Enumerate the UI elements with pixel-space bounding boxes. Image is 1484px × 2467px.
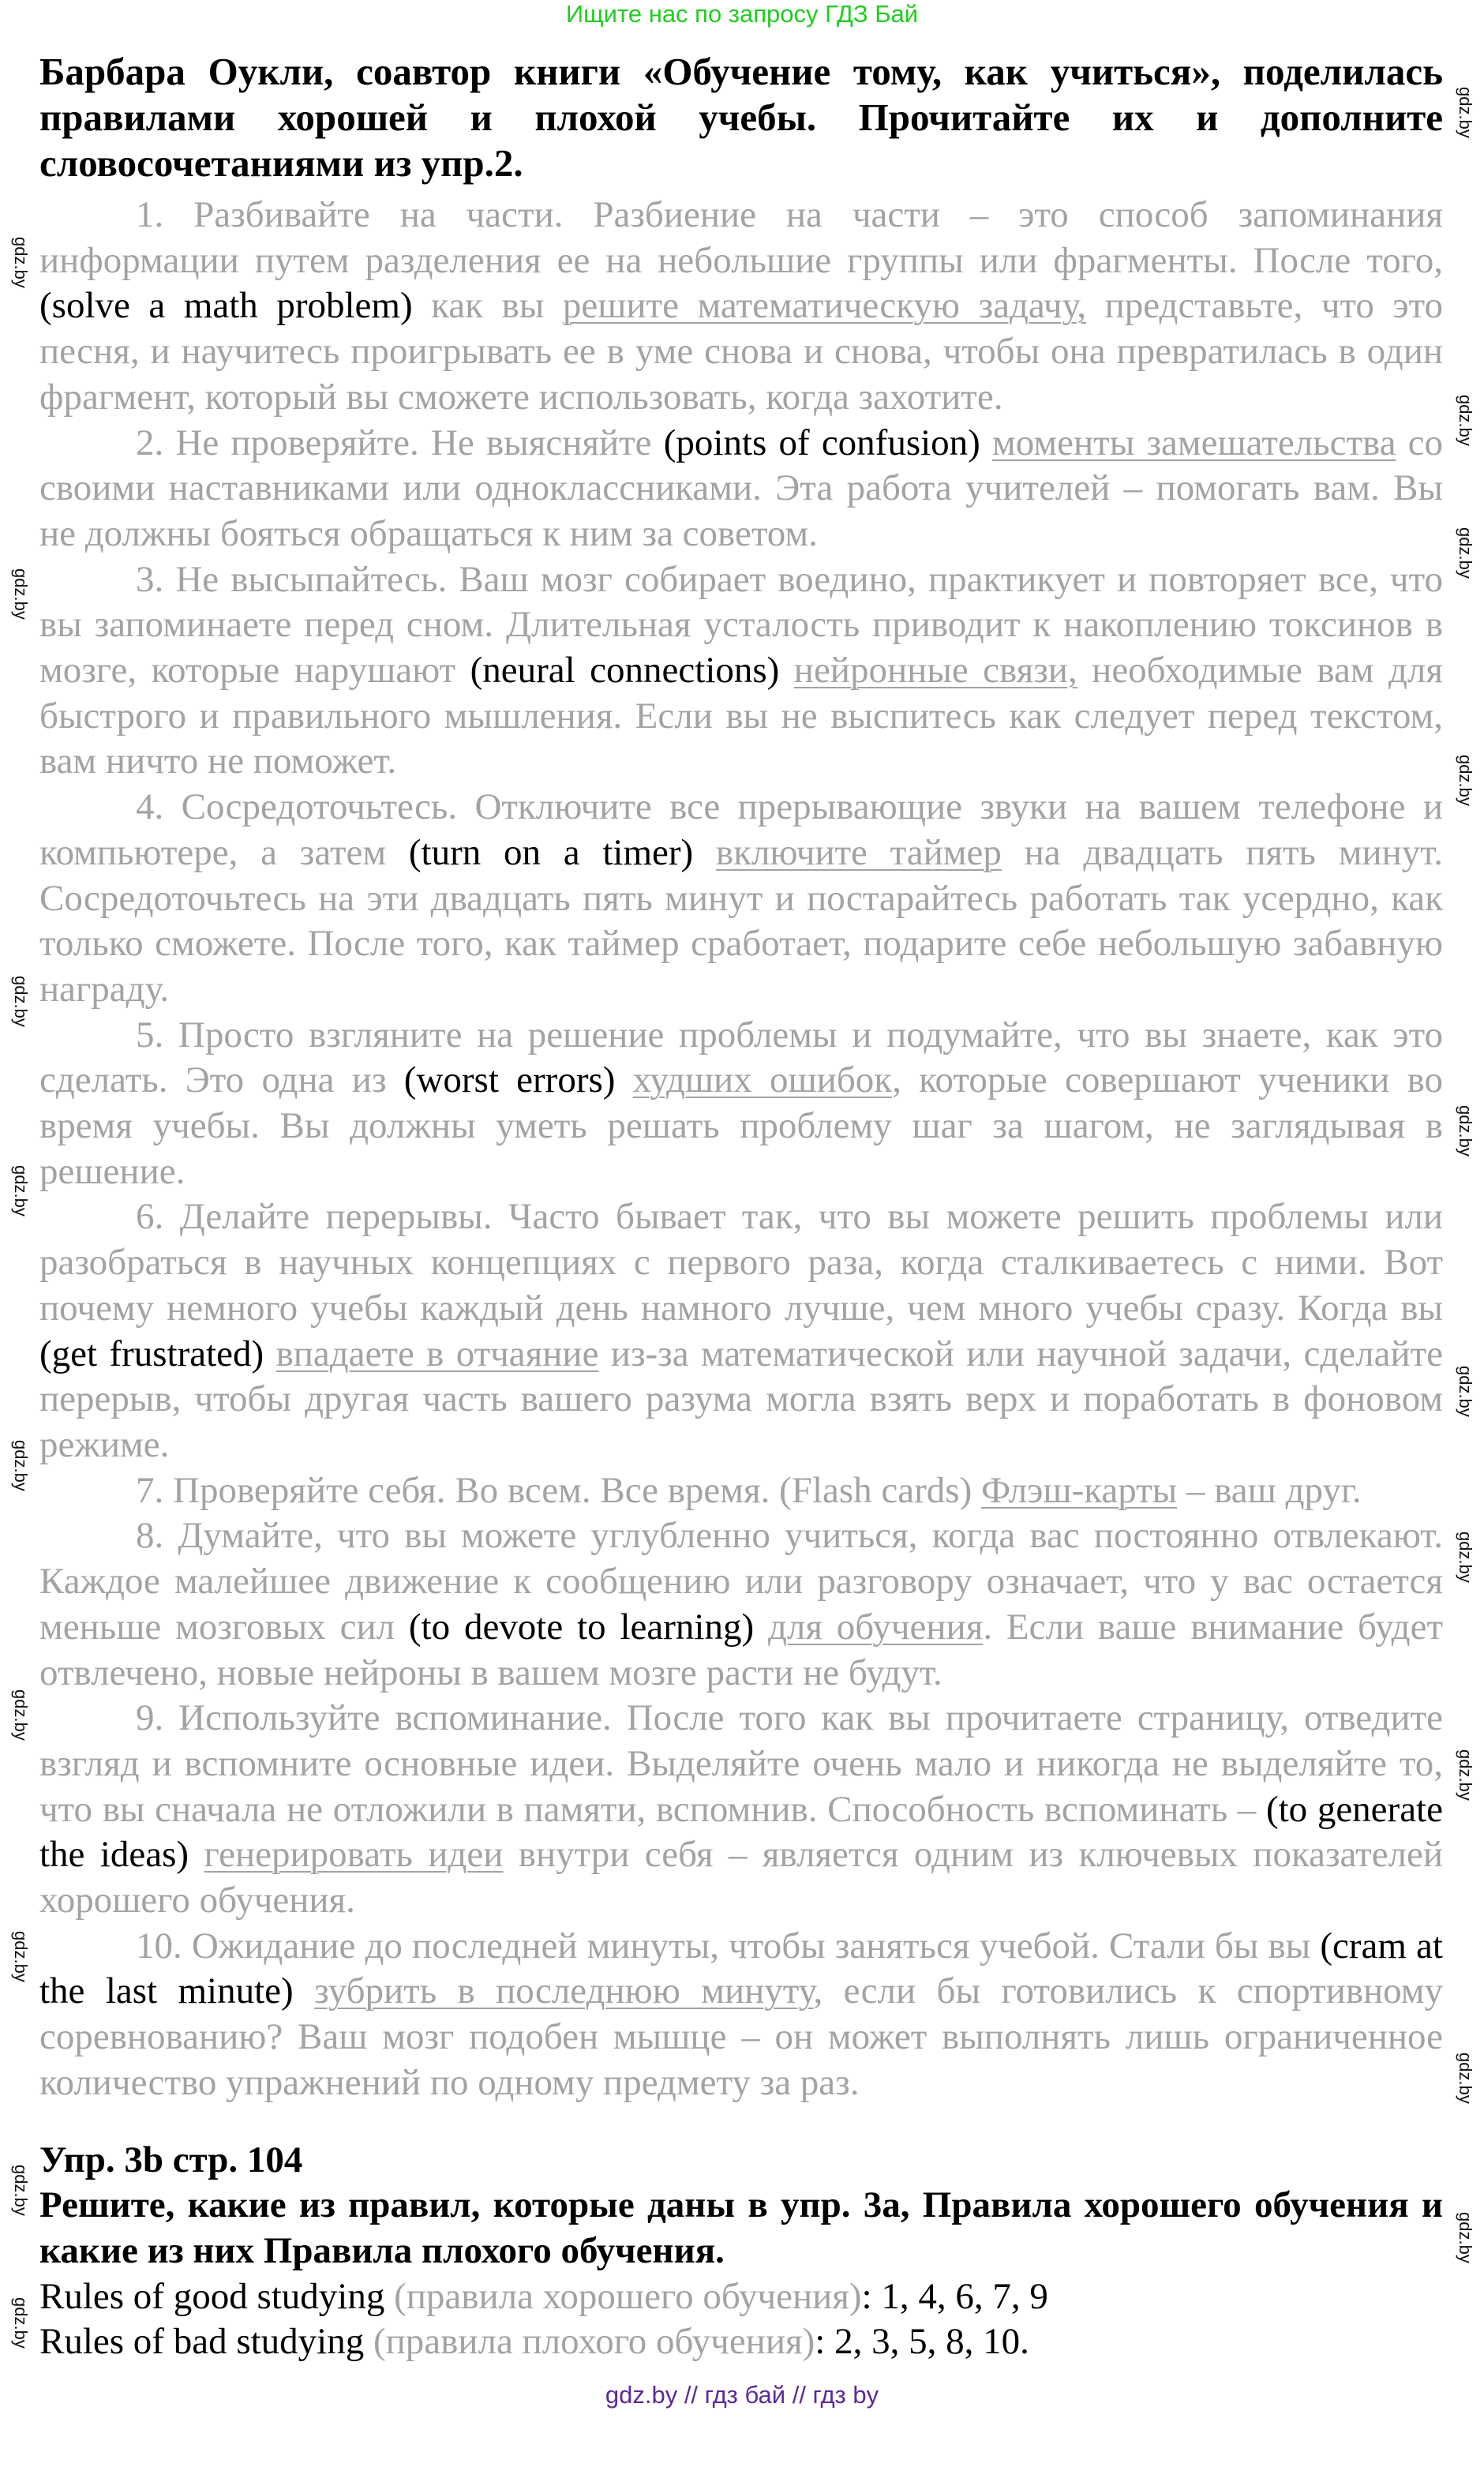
rule-paragraph	[39, 1194, 1443, 1468]
english-phrase: (turn on a timer)	[408, 831, 694, 873]
russian-translation: включите таймер	[715, 831, 1002, 873]
paragraph-text: 8. Думайте, что вы можете углубленно учиться, когда вас постоянно отвлекают. Каждое малейшее движение к сообщению или разговору означает, что у вас остается меньше мозговых сил	[39, 1515, 1443, 1648]
paragraph-text: 3. Не высыпайтесь. Ваш мозг собирает воедино, практикует и повторяет все, что вы запоминаете перед сном. Длительная усталость приводит к накоплению токсинов в мозге, которые нарушают	[39, 558, 1443, 692]
watermark: gdz.by	[11, 2165, 31, 2216]
paragraph-text: 4. Сосредоточьтесь. Отключите все прерывающие звуки на вашем телефоне и компьютере, а затем	[39, 786, 1443, 873]
watermark: gdz.by	[11, 1440, 31, 1491]
russian-translation: моменты замешательства	[992, 422, 1396, 463]
watermark: gdz.by	[1456, 2212, 1475, 2263]
russian-translation: зубрить в последнюю минуту	[314, 1970, 814, 2012]
english-phrase: (points of confusion)	[663, 422, 980, 463]
rules-text	[39, 193, 1443, 2106]
russian-translation: Флэш-карты	[980, 1469, 1178, 1511]
paragraph-text	[980, 422, 992, 463]
watermark: gdz.by	[11, 2297, 31, 2349]
english-phrase: (to devote to learning)	[408, 1606, 755, 1648]
paragraph-text	[264, 1333, 275, 1374]
rule-paragraph	[39, 1924, 1443, 2106]
paragraph-text	[294, 1970, 314, 2011]
paragraph-text: – ваш друг.	[1177, 1469, 1362, 1511]
watermark: gdz.by	[11, 1931, 31, 1982]
paragraph-text: представьте, что это песня, и научитесь проигрывать ее в уме снова и снова, чтобы она превратилась в один фрагмент, который вы сможете использовать, когда захотите.	[39, 285, 1444, 418]
paragraph-text: 7. Проверяйте себя. Во всем. Все время. (Flash cards)	[136, 1469, 981, 1511]
paragraph-text: 9. Используйте вспоминание. После того как вы прочитаете страницу, отведите взгляд и вспомните основные идеи. Выделяйте очень мало и никогда не выделяйте то, что вы сначала не отложили в памяти, вспомнив. Способность вспоминать –	[39, 1697, 1443, 1830]
watermark: gdz.by	[1456, 1366, 1475, 1417]
paragraph-text: 5. Просто взгляните на решение проблемы и подумайте, что вы знаете, как это сделать. Это одна из	[39, 1014, 1443, 1101]
watermark: gdz.by	[1456, 1105, 1475, 1157]
english-phrase: (neural connections)	[470, 650, 780, 692]
watermark: gdz.by	[11, 568, 31, 620]
top-banner: Ищите нас по запросу ГДЗ Бай	[565, 0, 919, 28]
russian-translation: впадаете в отчаяние	[275, 1333, 599, 1374]
good-answer: : 1, 4, 6, 7, 9	[861, 2275, 1048, 2317]
paragraph-text	[189, 1834, 204, 1875]
watermark: gdz.by	[1456, 1749, 1475, 1801]
paragraph-text: 6. Делайте перерывы. Часто бывает так, что вы можете решить проблемы или разобраться в научных концепциях с первого раза, когда сталкиваетесь с ними. Вот почему немного учебы каждый день намного лучше, чем много учебы сразу. Когда вы	[39, 1196, 1443, 1329]
watermark: gdz.by	[11, 1689, 31, 1741]
paragraph-text	[779, 650, 793, 691]
exercise-heading: Упр. 3b стр. 104	[39, 2139, 303, 2180]
exercise-3b	[39, 2138, 1443, 2366]
paragraph-text: как вы	[412, 285, 563, 327]
bad-label: Rules of bad studying	[39, 2321, 365, 2363]
watermark: gdz.by	[1456, 2053, 1475, 2104]
paragraph-text: 10. Ожидание до последней минуты, чтобы заняться учебой. Стали бы вы	[136, 1925, 1321, 1966]
english-phrase: (solve a math problem)	[39, 285, 413, 327]
rule-paragraph	[39, 1513, 1443, 1696]
english-phrase: (get frustrated)	[39, 1333, 264, 1374]
paragraph-text: необходимые вам для быстрого и правильного мышления. Если вы не выспитесь как следует перед текстом, вам ничто не поможет.	[39, 650, 1443, 782]
paragraph-text: из-за математической или научной задачи, сделайте перерыв, чтобы другая часть вашего разума могла взять верх и поработать в фоновом режиме.	[39, 1333, 1443, 1465]
exercise-question: Решите, какие из правил, которые даны в упр. 3а, Правила хорошего обучения и какие из них Правила плохого обучения.	[39, 2184, 1443, 2271]
rule-paragraph	[39, 557, 1443, 785]
russian-translation: для обучения	[767, 1606, 984, 1648]
footer-links[interactable]: gdz.by // гдз бай // гдз by	[605, 2381, 879, 2409]
paragraph-text: 2. Не проверяйте. Не выясняйте	[136, 422, 664, 463]
paragraph-text	[754, 1607, 768, 1648]
watermark: gdz.by	[1456, 1532, 1475, 1583]
rule-paragraph	[39, 421, 1443, 557]
russian-translation: решите математическую задачу,	[562, 285, 1087, 327]
watermark: gdz.by	[1456, 755, 1475, 806]
watermark: gdz.by	[1456, 395, 1475, 446]
bad-rules-line	[39, 2319, 1443, 2365]
watermark: gdz.by	[1456, 527, 1475, 579]
watermark: gdz.by	[11, 976, 31, 1027]
page-content	[39, 49, 1443, 2365]
good-translation: (правила хорошего обучения)	[394, 2275, 862, 2317]
paragraph-text: 1. Разбивайте на части. Разбиение на части – это способ запоминания информации путем разделения ее на небольшие группы или фрагменты. После того,	[39, 194, 1443, 281]
paragraph-text: . Если ваше внимание будет отвлечено, новые нейроны в вашем мозге расти не будут.	[39, 1606, 1443, 1693]
paragraph-text	[615, 1059, 632, 1100]
english-phrase: (cram at the last minute)	[39, 1925, 1443, 2012]
paragraph-text: , которые совершают ученики во время учебы. Вы должны уметь решать проблему шаг за шагом, не заглядывая в решение.	[39, 1059, 1443, 1192]
rule-paragraph	[39, 1696, 1443, 1924]
russian-translation: худших ошибок	[632, 1059, 893, 1101]
english-phrase: (worst errors)	[403, 1059, 616, 1101]
watermark: gdz.by	[11, 1165, 31, 1217]
task-title: Барбара Оукли, соавтор книги «Обучение тому, как учиться», поделилась правилами хорошей и плохой учебы. Прочитайте их и дополните словосочетаниями из упр.2.	[39, 50, 1443, 185]
good-label: Rules of good studying	[39, 2275, 385, 2317]
paragraph-text	[693, 832, 716, 873]
watermark: gdz.by	[1456, 87, 1475, 138]
paragraph-text: на двадцать пять минут. Сосредоточьтесь на эти двадцать пять минут и постарайтесь работать так усердно, как только сможете. После того, как таймер сработает, подарите себе небольшую забавную награду.	[39, 831, 1443, 1010]
english-phrase: (to generate the ideas)	[39, 1788, 1443, 1876]
russian-translation: генерировать идеи	[204, 1834, 504, 1876]
rule-paragraph	[39, 193, 1443, 421]
paragraph-text: внутри себя – является одним из ключевых показателей хорошего обучения.	[39, 1834, 1444, 1921]
rule-paragraph	[39, 785, 1443, 1013]
rule-paragraph	[39, 1013, 1443, 1195]
rule-paragraph	[39, 1468, 1443, 1514]
bad-translation: (правила плохого обучения)	[373, 2321, 815, 2363]
russian-translation: нейронные связи,	[793, 650, 1077, 692]
watermark: gdz.by	[11, 237, 31, 288]
bad-answer: : 2, 3, 5, 8, 10.	[815, 2321, 1029, 2363]
paragraph-text: , если бы готовились к спортивному соревнованию? Ваш мозг подобен мышце – он может выполнять лишь ограниченное количество упражнений по одному предмету за раз.	[39, 1970, 1444, 2103]
paragraph-text: со своими наставниками или одноклассниками. Эта работа учителей – помогать вам. Вы не должны бояться обращаться к ним за советом.	[39, 422, 1444, 554]
good-rules-line	[39, 2274, 1443, 2320]
